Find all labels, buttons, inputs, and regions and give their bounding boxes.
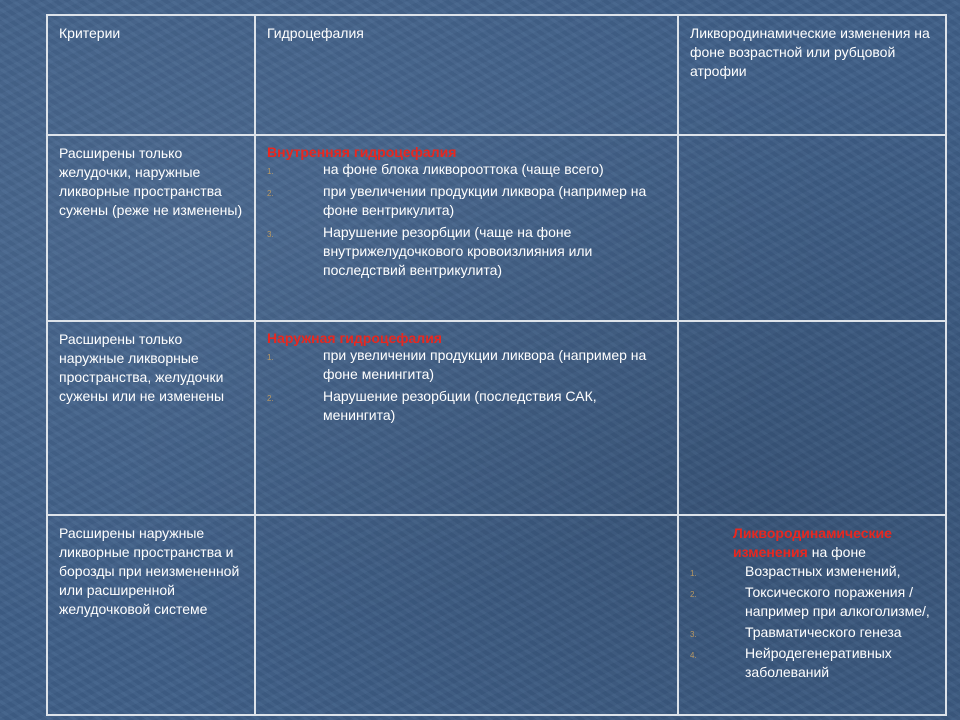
external-hydrocephalus-title: Наружная гидроцефалия — [267, 330, 442, 346]
list-item: 1. на фоне блока ликворооттока (чаще всего) — [267, 161, 604, 177]
table-row — [47, 321, 946, 515]
table-header-row — [47, 15, 946, 135]
list-item: 3. Травматического генеза — [690, 624, 902, 640]
list-item: 4. Нейродегенеративных заболеваний — [690, 645, 892, 680]
atrophy-cell — [678, 135, 946, 321]
table-row — [47, 515, 946, 715]
header-criteria: Критерии — [47, 15, 255, 135]
list-item: 2. при увеличении продукции ликвора (например на фоне вентрикулита) — [267, 183, 647, 218]
list-item: 3. Нарушение резорбции (чаще на фоне внутрижелудочкового кровоизлияния или последствий вентрикулита) — [267, 224, 593, 278]
list-item: 1. при увеличении продукции ликвора (например на фоне менингита) — [267, 347, 647, 382]
atrophy-cell — [678, 515, 946, 715]
header-hydrocephalus: Гидроцефалия — [255, 15, 678, 135]
list-item: 2. Токсического поражения /например при алкоголизме/, — [690, 584, 930, 619]
atrophy-list — [690, 562, 936, 682]
table-row — [47, 135, 946, 321]
hydrocephalus-cell — [255, 135, 678, 321]
criteria-cell: Расширены только желудочки, наружные ликворные пространства сужены (реже не изменены) — [47, 135, 255, 321]
criteria-table — [46, 14, 947, 716]
hydrocephalus-cell — [255, 321, 678, 515]
atrophy-title: Ликвородинамические изменения на фоне — [733, 525, 892, 560]
internal-hydrocephalus-title: Внутренняя гидроцефалия — [267, 144, 457, 160]
list-item: 2. Нарушение резорбции (последствия САК, менингита) — [267, 388, 597, 423]
criteria-cell: Расширены только наружные ликворные пространства, желудочки сужены или не изменены — [47, 321, 255, 515]
atrophy-cell — [678, 321, 946, 515]
hydrocephalus-list — [267, 160, 668, 280]
hydrocephalus-cell — [255, 515, 678, 715]
list-item: 1. Возрастных изменений, — [690, 563, 901, 579]
header-atrophy: Ликвородинамические изменения на фоне возрастной или рубцовой атрофии — [678, 15, 946, 135]
hydrocephalus-list — [267, 346, 668, 425]
criteria-cell: Расширены наружные ликворные пространства и борозды при неизмененной или расширенной желудочковой системе — [47, 515, 255, 715]
